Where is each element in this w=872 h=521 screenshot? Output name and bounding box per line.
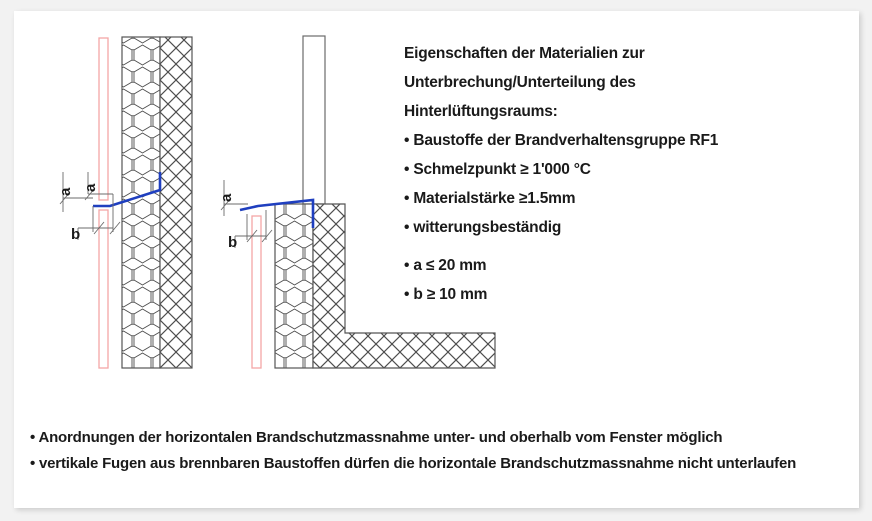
left-dimension-a-inner-label: a (82, 183, 99, 192)
left-cladding-lower (99, 210, 108, 368)
spec-heading-line-1: Eigenschaften der Materialien zur (404, 45, 645, 62)
left-cladding-upper (99, 38, 108, 200)
spec-bullet-3: • Materialstärke ≥1.5mm (404, 190, 576, 207)
spec-heading-line-2: Unterbrechung/Unterteilung des (404, 74, 636, 91)
left-dimension-a-outer-label: a (57, 187, 74, 196)
right-window-profile (303, 36, 325, 204)
spec-dimension-bullet-b: • b ≥ 10 mm (404, 286, 488, 303)
footer-note-2: • vertikale Fugen aus brennbaren Baustoffen dürfen die horizontale Brandschutzmassnahme nicht unterlaufen (30, 455, 797, 472)
right-insulation-layer (275, 204, 313, 368)
spec-bullet-1: • Baustoffe der Brandverhaltensgruppe RF1 (404, 132, 719, 149)
right-cladding-panel (252, 216, 261, 368)
spec-bullet-4: • witterungsbeständig (404, 219, 562, 236)
left-masonry-layer (160, 37, 192, 368)
spec-dimension-bullet-a: • a ≤ 20 mm (404, 257, 487, 274)
footer-note-1: • Anordnungen der horizontalen Brandschutzmassnahme unter- und oberhalb vom Fenster möglich (30, 429, 723, 446)
left-dimension-b-label: b (71, 226, 81, 243)
right-dimension-b-label: b (228, 234, 238, 251)
spec-bullet-2: • Schmelzpunkt ≥ 1'000 °C (404, 161, 591, 178)
left-insulation-layer (122, 37, 160, 368)
spec-heading-line-3: Hinterlüftungsraums: (404, 103, 558, 120)
right-dimension-a-label: a (218, 193, 235, 202)
